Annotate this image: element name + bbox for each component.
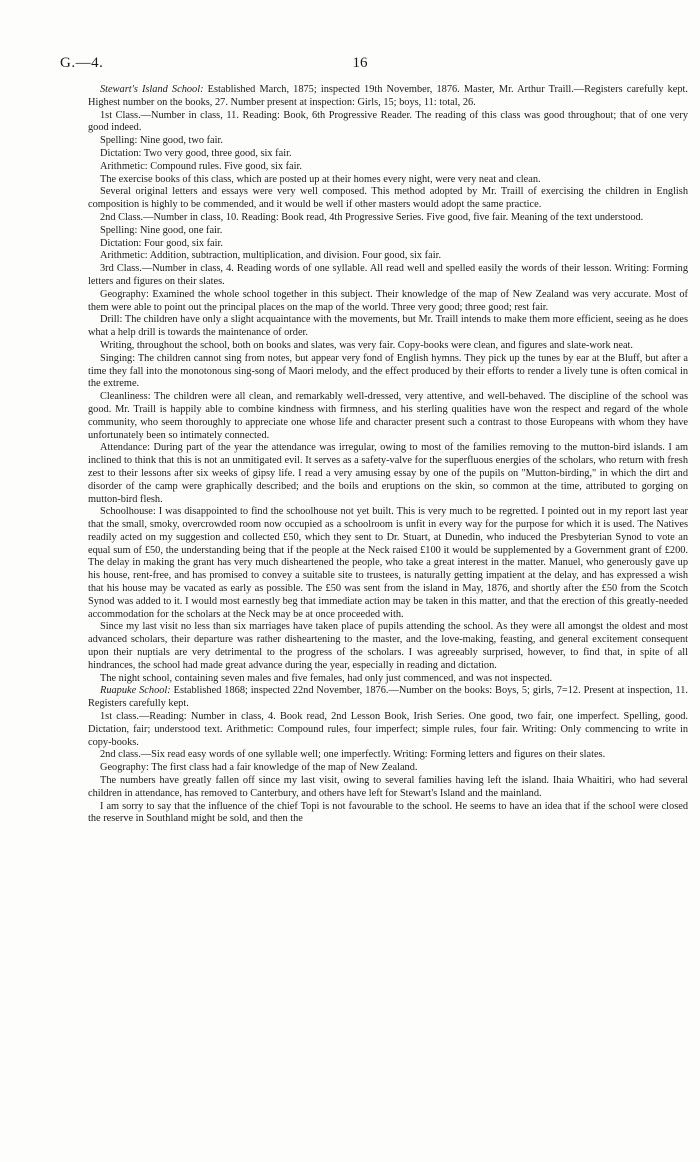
report-paragraph xyxy=(88,289,688,315)
report-paragraph xyxy=(88,801,688,827)
paragraph-text: Spelling: Nine good, one fair. xyxy=(100,224,223,236)
page-number: 16 xyxy=(352,55,368,71)
report-paragraph xyxy=(88,148,688,161)
report-paragraph xyxy=(88,110,688,136)
report-paragraph xyxy=(88,749,688,762)
report-paragraph xyxy=(88,711,688,749)
paragraph-text: The numbers have greatly fallen off since my last visit, owing to several families having left the island. Ihaia Whaitiri, who had several children in attendance, has removed to Canterbury, and others have left for Stewart's Island and the mainland. xyxy=(88,775,688,799)
paragraph-text: Drill: The children have only a slight acquaintance with the movements, but Mr. Traill intends to make them more efficient, seeing as he does what a help drill is towards the maintenance of order. xyxy=(88,314,688,339)
paragraph-text: Cleanliness: The children were all clean, and remarkably well-dressed, very attentive, and well-behaved. The discipline of the school was good. Mr. Traill is happily able to combine kindness with firmness, and his sterling qualities have won the respect and regard of the whole community, who seem thoroughly to appreciate one whose life and character present such a contrast to those Europeans with whom they have unfortunately been so intimately connected. xyxy=(88,391,688,441)
paragraph-text: 1st Class.—Number in class, 11. Reading: Book, 6th Progressive Reader. The reading of this class was good throughout; that of one very good indeed. xyxy=(88,109,688,134)
report-paragraph xyxy=(88,340,688,353)
paragraph-text: Schoolhouse: I was disappointed to find the schoolhouse not yet built. This is very much to be regretted. I pointed out in my report last year that the small, smoky, overcrowded room now occupied as a schoolroom is unfit in every way for the purpose for which it is used. The Natives readily acted on my suggestion and collected £50, which they sent to Dr. Stuart, at Dunedin, who induced the Presbyterian Synod to vote an equal sum of £50, the understanding being that if the people at the Neck raised £100 it would be supplemented by a Government grant of £200. The delay in making the grant has very much disheartened the people, who take a great interest in the matter. Manuel, who generously gave up his house, rent-free, and has promised to convey a suitable site to trustees, is naturally getting impatient at the delay, and has expressed a wish that his house may be vacated as early as possible. The £50 was sent from the island in May, 1876, and shortly after the £50 from the Scotch Synod was added to it. I would most earnestly beg that immediate action may be taken in this matter, and that the erection of this greatly-needed accommodation for the scholars at the Neck may be at once proceeded with. xyxy=(88,506,688,620)
report-paragraph xyxy=(88,212,688,225)
paragraph-text: Spelling: Nine good, two fair. xyxy=(100,135,223,147)
paragraph-text: The night school, containing seven males and five females, had only just commenced, and was not inspected. xyxy=(100,672,553,684)
paragraph-text: 2nd class.—Six read easy words of one syllable well; one imperfectly. Writing: Forming letters and figures on their slates. xyxy=(100,749,606,761)
paragraph-text: Several original letters and essays were very well composed. This method adopted by Mr. Traill of exercising the children in English composition is highly to be commended, and it would be well if other masters would adopt the same practice. xyxy=(88,186,688,211)
report-paragraph xyxy=(88,161,688,174)
report-paragraph xyxy=(88,353,688,391)
paragraph-text: I am sorry to say that the influence of the chief Topi is not favourable to the school. He seems to have an idea that if the school were closed the reserve in Southland might be sold, and then the xyxy=(88,800,688,825)
paragraph-text: Geography: Examined the whole school together in this subject. Their knowledge of the map of New Zealand was very accurate. Most of them were able to point out the principal places on the map of the world. Three very good; three good; rest fair. xyxy=(88,288,688,313)
report-paragraph xyxy=(88,174,688,187)
report-paragraph xyxy=(88,135,688,148)
paragraph-text: Arithmetic: Addition, subtraction, multiplication, and division. Four good, six fair. xyxy=(100,250,442,262)
report-paragraph xyxy=(88,685,688,711)
document-reference: G.—4. xyxy=(60,55,104,71)
report-paragraph xyxy=(88,263,688,289)
report-paragraph xyxy=(88,238,688,251)
report-paragraph xyxy=(88,775,688,801)
paragraph-text: 1st class.—Reading: Number in class, 4. Book read, 2nd Lesson Book, Irish Series. One good, two fair, one imperfect. Spelling, good. Dictation, fair; understood text. Arithmetic: Compound rules, four imperfect; simple rules, four fair. Writing: Only commencing to write in copy-books. xyxy=(88,711,688,748)
paragraph-text: The exercise books of this class, which are posted up at their homes every night, were very neat and clean. xyxy=(100,173,541,185)
report-paragraph xyxy=(88,314,688,340)
report-paragraph xyxy=(88,621,688,672)
paragraph-text: Dictation: Four good, six fair. xyxy=(100,237,223,249)
page-header xyxy=(60,55,660,75)
report-paragraph xyxy=(88,673,688,686)
paragraph-text: 2nd Class.—Number in class, 10. Reading: Book read, 4th Progressive Series. Five good, five fair. Meaning of the text understood. xyxy=(100,211,644,223)
report-body xyxy=(88,84,688,826)
paragraph-text: Singing: The children cannot sing from notes, but appear very fond of English hymns. They pick up the tunes by ear at the Bluff, but after a time they fall into the monotonous sing-song of Maori melody, and the effect produced by their efforts to render a lively tune is often comical in the extreme. xyxy=(88,352,688,390)
school-name-heading: Ruapuke School: xyxy=(100,685,171,697)
paragraph-text: Geography: The first class had a fair knowledge of the map of New Zealand. xyxy=(100,762,418,774)
paragraph-text: Writing, throughout the school, both on books and slates, was very fair. Copy-books were clean, and figures and slate-work neat. xyxy=(100,339,634,351)
paragraph-text: Arithmetic: Compound rules. Five good, six fair. xyxy=(100,160,302,172)
paragraph-text: 3rd Class.—Number in class, 4. Reading words of one syllable. All read well and spelled easily the words of their lesson. Writing: Forming letters and figures on their slates. xyxy=(88,263,688,287)
paragraph-text: Dictation: Two very good, three good, six fair. xyxy=(100,147,292,159)
report-paragraph xyxy=(88,391,688,442)
report-paragraph xyxy=(88,225,688,238)
report-paragraph xyxy=(88,84,688,110)
school-name-heading: Stewart's Island School: xyxy=(100,84,204,95)
report-paragraph xyxy=(88,250,688,263)
report-paragraph xyxy=(88,506,688,621)
paragraph-text: Since my last visit no less than six marriages have taken place of pupils attending the school. As they were all amongst the oldest and most advanced scholars, their departure was rather disheartening to the master, and the love-making, feasting, and general excitement consequent upon their nuptials are very detrimental to the progress of the scholars. I was agreeably surprised, however, to find that, in spite of all hindrances, the school had made great advance during the year, especially in reading and dictation. xyxy=(88,621,688,671)
paragraph-text: Attendance: During part of the year the attendance was irregular, owing to most of the families removing to the mutton-bird islands. I am inclined to think that this is not an unmitigated evil. It serves as a safety-valve for the superfluous energies of the scholars, who return with fresh zest to their lessons after six weeks of gipsy life. I read a very amusing essay by one of the pupils on "Mutton-birding," in which the dirt and disorder of the camp were graphically described; and the boils and eruptions on the skin, so common at the time, attributed to gorging on mutton-bird flesh. xyxy=(88,442,688,505)
report-paragraph xyxy=(88,762,688,775)
report-paragraph xyxy=(88,442,688,506)
paragraph-text: Established March, 1875; inspected 19th November, 1876. Master, Mr. Arthur Traill.—Registers carefully kept. Highest number on the books, 27. Number present at inspection: Girls, 15; boys, 11: total, 26. xyxy=(88,84,688,108)
report-paragraph xyxy=(88,186,688,212)
paragraph-text: Established 1868; inspected 22nd November, 1876.—Number on the books: Boys, 5; girls, 7=12. Present at inspection, 11. Registers carefully kept. xyxy=(88,685,688,710)
